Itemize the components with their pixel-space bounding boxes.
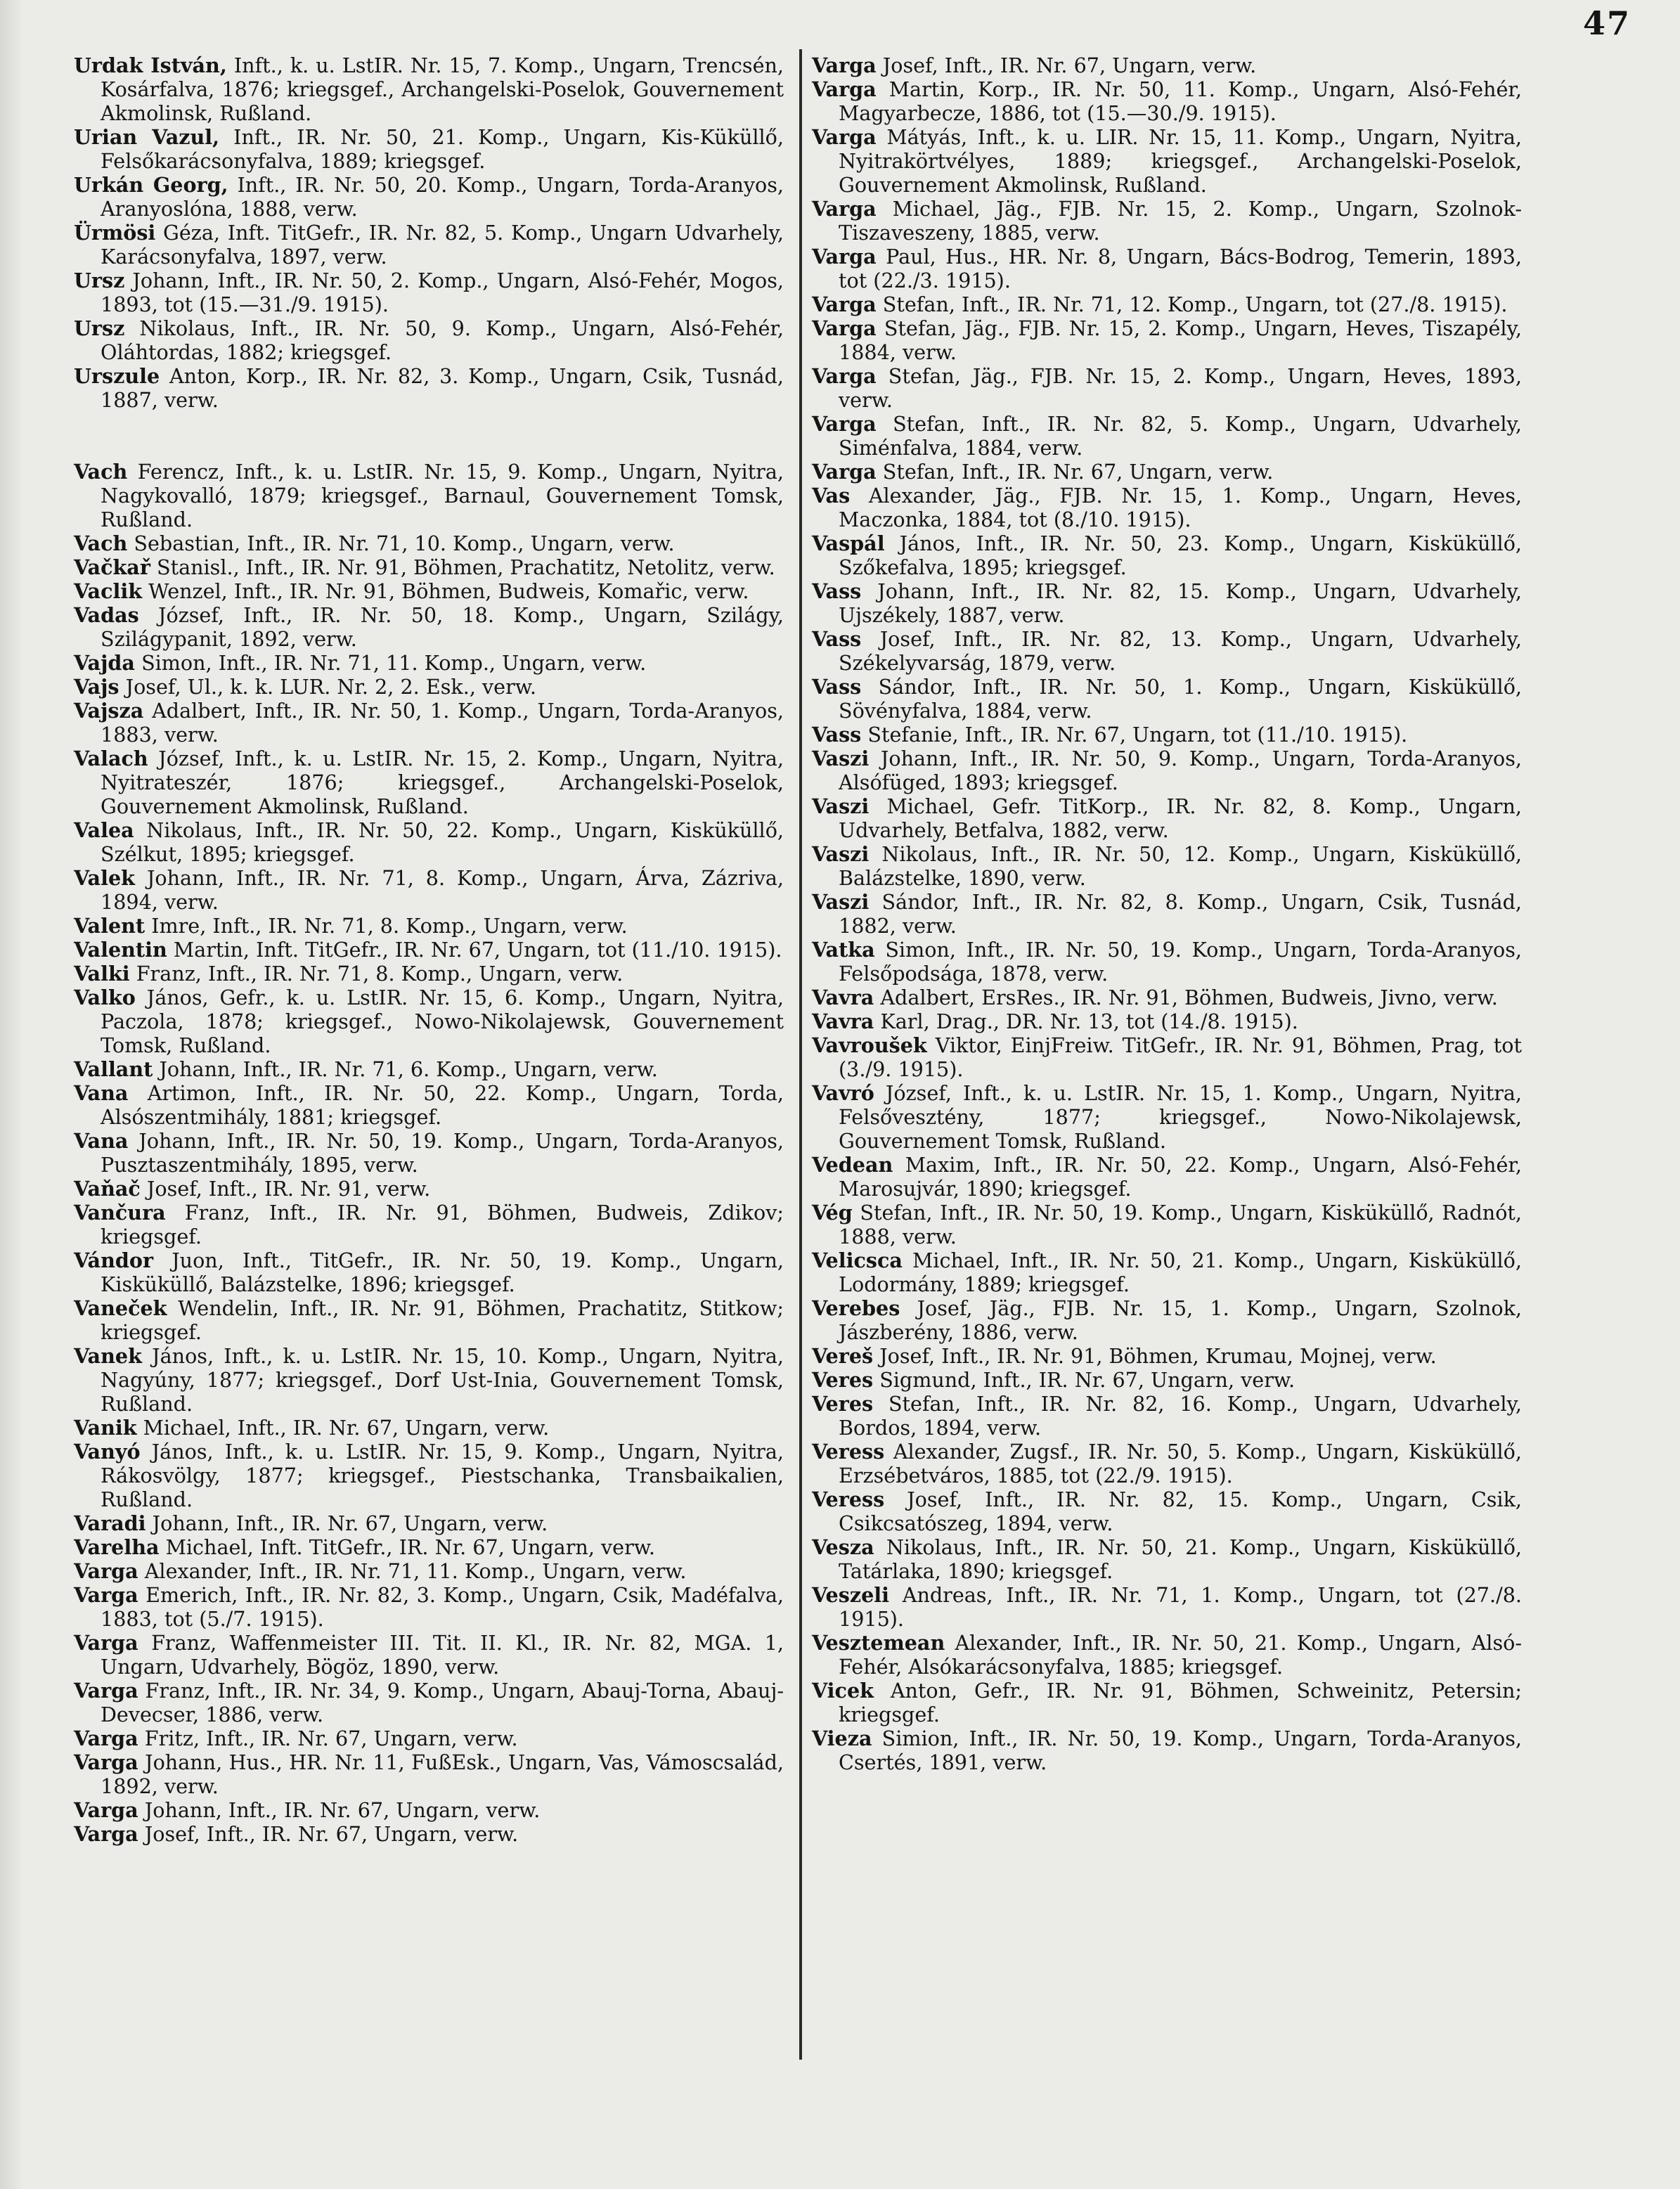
list-entry (74, 1679, 784, 1726)
entry-details: Nikolaus, Inft., IR. Nr. 50, 9. Komp., Ungarn, Alsó-Fehér, Oláhtordas, 1882; kriegsgef. (101, 316, 784, 364)
list-entry (74, 1583, 784, 1631)
list-entry (74, 1296, 784, 1344)
list-entry (74, 1129, 784, 1177)
entry-details: Stanisl., Inft., IR. Nr. 91, Böhmen, Prachatitz, Netolitz, verw. (157, 555, 775, 579)
entry-surname: Vass (812, 579, 862, 603)
entry-details: Johann, Inft., IR. Nr. 71, 6. Komp., Ungarn, verw. (159, 1057, 658, 1081)
list-entry (812, 412, 1522, 460)
entry-details: János, Gefr., k. u. LstIR. Nr. 15, 6. Komp., Ungarn, Nyitra, Paczola, 1878; kriegsgef., Nowo-Nikolajewsk, Gouvernement Tomsk, Rußland. (101, 986, 784, 1057)
entry-surname: Vanik (74, 1416, 137, 1440)
entry-surname: Velicsca (812, 1248, 903, 1272)
entry-details: Martin, Korp., IR. Nr. 50, 11. Komp., Ungarn, Alsó-Fehér, Magyarbecze, 1886, tot (15.—30./9. 1915). (839, 77, 1522, 125)
entry-surname: Vaszi (812, 794, 870, 818)
list-entry (74, 1511, 784, 1535)
entry-details: Johann, Inft., IR. Nr. 67, Ungarn, verw. (152, 1511, 548, 1535)
section-gap (74, 412, 784, 460)
scan-edge-shadow (0, 0, 24, 2189)
list-entry (812, 245, 1522, 292)
entry-details: Stefan, Inft., IR. Nr. 71, 12. Komp., Ungarn, tot (27./8. 1915). (882, 292, 1508, 316)
entry-surname: Vavró (812, 1081, 874, 1105)
list-entry (812, 1583, 1522, 1631)
entry-surname: Vajda (74, 651, 135, 675)
entry-details: Michael, Gefr. TitKorp., IR. Nr. 82, 8. Komp., Ungarn, Udvarhely, Betfalva, 1882, verw. (839, 794, 1522, 842)
column-divider (799, 49, 802, 2060)
entry-details: Josef, Inft., IR. Nr. 67, Ungarn, verw. (144, 1822, 519, 1846)
entry-surname: Varga (74, 1631, 138, 1655)
list-entry (74, 1081, 784, 1129)
entry-surname: Varga (74, 1726, 138, 1750)
entry-details: Josef, Inft., IR. Nr. 91, Böhmen, Krumau, Mojnej, verw. (879, 1344, 1437, 1368)
entry-details: Viktor, EinjFreiw. TitGefr., IR. Nr. 91, Böhmen, Prag, tot (3./9. 1915). (839, 1033, 1522, 1081)
list-entry (74, 1822, 784, 1846)
entry-details: Johann, Inft., IR. Nr. 67, Ungarn, verw. (144, 1798, 541, 1822)
entry-surname: Varga (812, 245, 877, 269)
entry-surname: Ursz (74, 269, 125, 292)
entry-surname: Vajs (74, 675, 119, 699)
entry-surname: Vedean (812, 1153, 893, 1177)
list-entry (812, 627, 1522, 675)
entry-details: Franz, Inft., IR. Nr. 34, 9. Komp., Ungarn, Abauj-Torna, Abauj-Devecser, 1886, verw. (101, 1679, 784, 1726)
entry-details: Johann, Inft., IR. Nr. 50, 19. Komp., Ungarn, Torda-Aranyos, Pusztaszentmihály, 1895, verw. (101, 1129, 784, 1177)
entry-surname: Valent (74, 914, 146, 938)
list-entry (812, 77, 1522, 125)
entry-details: Josef, Ul., k. k. LUR. Nr. 2, 2. Esk., verw. (125, 675, 536, 699)
entry-details: Alexander, Inft., IR. Nr. 50, 21. Komp., Ungarn, Alsó-Fehér, Alsókarácsonyfalva, 1885; kriegsgef. (839, 1631, 1522, 1679)
entry-details: Josef, Inft., IR. Nr. 67, Ungarn, verw. (882, 53, 1257, 77)
entry-details: Adalbert, Inft., IR. Nr. 50, 1. Komp., Ungarn, Torda-Aranyos, 1883, verw. (101, 699, 784, 747)
entry-surname: Vaclik (74, 579, 143, 603)
list-entry (74, 938, 784, 962)
list-entry (812, 842, 1522, 890)
entry-details: Franz, Inft., IR. Nr. 71, 8. Komp., Ungarn, verw. (136, 962, 623, 986)
list-entry (812, 1201, 1522, 1248)
entry-details: Sigmund, Inft., IR. Nr. 67, Ungarn, verw. (879, 1368, 1295, 1392)
list-entry (74, 818, 784, 866)
entry-surname: Vaspál (812, 531, 885, 555)
entry-surname: Varga (812, 412, 877, 436)
entry-details: János, Inft., k. u. LstIR. Nr. 15, 9. Komp., Ungarn, Nyitra, Rákosvölgy, 1877; kriegsgef., Piestschanka, Transbaikalien, Rußland. (101, 1440, 784, 1511)
entry-details: Stefan, Inft., IR. Nr. 82, 16. Komp., Ungarn, Udvarhely, Bordos, 1894, verw. (839, 1392, 1522, 1440)
list-entry (812, 1440, 1522, 1487)
entry-details: Stefanie, Inft., IR. Nr. 67, Ungarn, tot (11./10. 1915). (867, 723, 1408, 747)
list-entry (74, 651, 784, 675)
list-entry (74, 1750, 784, 1798)
list-entry (74, 675, 784, 699)
list-entry (74, 1416, 784, 1440)
list-entry (812, 125, 1522, 197)
entry-details: Franz, Waffenmeister III. Tit. II. Kl., IR. Nr. 82, MGA. 1, Ungarn, Udvarhely, Bögöz, 1890, verw. (101, 1631, 784, 1679)
entry-details: Michael, Inft., IR. Nr. 67, Ungarn, verw. (143, 1416, 550, 1440)
entry-surname: Veszeli (812, 1583, 890, 1607)
list-entry (812, 1296, 1522, 1344)
entry-surname: Vass (812, 627, 862, 651)
entry-surname: Vaneček (74, 1296, 167, 1320)
entry-surname: Vándor (74, 1248, 154, 1272)
list-entry (812, 364, 1522, 412)
entry-details: Sebastian, Inft., IR. Nr. 71, 10. Komp., Ungarn, verw. (134, 531, 675, 555)
entry-surname: Vavra (812, 1009, 874, 1033)
list-entry (74, 962, 784, 986)
entry-surname: Varga (812, 316, 877, 340)
list-entry (74, 1440, 784, 1511)
list-entry (74, 1344, 784, 1416)
list-entry (812, 1535, 1522, 1583)
entry-surname: Valentin (74, 938, 167, 962)
entry-details: Imre, Inft., IR. Nr. 71, 8. Komp., Ungarn, verw. (151, 914, 628, 938)
entry-surname: Vatka (812, 938, 875, 962)
entry-surname: Varelha (74, 1535, 160, 1559)
entry-surname: Veres (812, 1392, 874, 1416)
entry-surname: Vach (74, 460, 128, 484)
entry-details: Josef, Inft., IR. Nr. 91, verw. (146, 1177, 431, 1201)
list-entry (812, 890, 1522, 938)
list-entry (74, 125, 784, 173)
entry-surname: Vas (812, 484, 851, 508)
entry-surname: Varga (74, 1583, 138, 1607)
entry-surname: Valek (74, 866, 135, 890)
entry-surname: Vach (74, 531, 128, 555)
right-column (812, 53, 1522, 1774)
entry-details: Nikolaus, Inft., IR. Nr. 50, 21. Komp., Ungarn, Kisküküllő, Tatárlaka, 1890; kriegsgef. (839, 1535, 1523, 1583)
entry-surname: Urszule (74, 364, 160, 388)
entry-details: Adalbert, ErsRes., IR. Nr. 91, Böhmen, Budweis, Jivno, verw. (880, 986, 1498, 1009)
entry-surname: Valki (74, 962, 130, 986)
list-entry (74, 699, 784, 747)
entry-surname: Vaszi (812, 890, 870, 914)
entry-details: Alexander, Jäg., FJB. Nr. 15, 1. Komp., Ungarn, Heves, Maczonka, 1884, tot (8./10. 1915). (839, 484, 1522, 531)
entry-surname: Vaňač (74, 1177, 141, 1201)
entry-details: Simon, Inft., IR. Nr. 71, 11. Komp., Ungarn, verw. (141, 651, 647, 675)
entry-details: Inft., k. u. LstIR. Nr. 15, 7. Komp., Ungarn, Trencsén, Kosárfalva, 1876; kriegsgef., Archangelski-Poselok, Gouvernement Akmolinsk, Rußland. (101, 53, 784, 125)
page-number: 47 (1582, 4, 1631, 42)
entry-surname: Vesza (812, 1535, 874, 1559)
entry-details: Martin, Inft. TitGefr., IR. Nr. 67, Ungarn, tot (11./10. 1915). (173, 938, 782, 962)
list-entry (74, 603, 784, 651)
entry-surname: Varga (812, 364, 877, 388)
entry-surname: Vavroušek (812, 1033, 927, 1057)
list-entry (812, 1081, 1522, 1153)
list-entry (812, 197, 1522, 245)
entry-details: Fritz, Inft., IR. Nr. 67, Ungarn, verw. (144, 1726, 518, 1750)
entry-surname: Vicek (812, 1679, 874, 1703)
list-entry (812, 484, 1522, 531)
entry-surname: Veress (812, 1487, 885, 1511)
list-entry (74, 364, 784, 412)
list-entry (812, 1344, 1522, 1368)
entry-details: Mátyás, Inft., k. u. LIR. Nr. 15, 11. Komp., Ungarn, Nyitra, Nyitrakörtvélyes, 1889; kriegsgef., Archangelski-Poselok, Gouvernement Akmolinsk, Rußland. (839, 125, 1522, 197)
list-entry (812, 292, 1522, 316)
list-entry (812, 1679, 1522, 1726)
entry-details: Inft., IR. Nr. 50, 21. Komp., Ungarn, Kis-Küküllő, Felsőkarácsonyfalva, 1889; kriegsgef. (101, 125, 784, 173)
list-entry (74, 1057, 784, 1081)
entry-details: Simon, Inft., IR. Nr. 50, 19. Komp., Ungarn, Torda-Aranyos, Felsőpodsága, 1878, verw. (839, 938, 1523, 986)
entry-surname: Vieza (812, 1726, 872, 1750)
entry-details: Sándor, Inft., IR. Nr. 50, 1. Komp., Ungarn, Kisküküllő, Sövényfalva, 1884, verw. (839, 675, 1523, 723)
entry-surname: Varga (74, 1822, 138, 1846)
entry-details: József, Inft., k. u. LstIR. Nr. 15, 1. Komp., Ungarn, Nyitra, Felsővesztény, 1877; kriegsgef., Nowo-Nikolajewsk, Gouvernement Tomsk, Rußland. (839, 1081, 1523, 1153)
entry-details: János, Inft., k. u. LstIR. Nr. 15, 10. Komp., Ungarn, Nyitra, Nagyúny, 1877; kriegsgef., Dorf Ust-Inia, Gouvernement Tomsk, Rußland. (101, 1344, 784, 1416)
list-entry (812, 723, 1522, 747)
list-entry (812, 1487, 1522, 1535)
entry-surname: Varga (74, 1798, 138, 1822)
entry-surname: Vass (812, 675, 862, 699)
entry-details: Alexander, Zugsf., IR. Nr. 50, 5. Komp., Ungarn, Kisküküllő, Erzsébetváros, 1885, tot (22./9. 1915). (839, 1440, 1522, 1487)
entry-details: János, Inft., IR. Nr. 50, 23. Komp., Ungarn, Kisküküllő, Szőkefalva, 1895; kriegsgef. (839, 531, 1522, 579)
list-entry (812, 1033, 1522, 1081)
entry-surname: Valea (74, 818, 134, 842)
entry-details: Johann, Inft., IR. Nr. 50, 9. Komp., Ungarn, Torda-Aranyos, Alsófüged, 1893; kriegsgef. (839, 747, 1522, 794)
entry-details: Stefan, Inft., IR. Nr. 82, 5. Komp., Ungarn, Udvarhely, Siménfalva, 1884, verw. (839, 412, 1522, 460)
entry-details: József, Inft., IR. Nr. 50, 18. Komp., Ungarn, Szilágy, Szilágypanit, 1892, verw. (101, 603, 784, 651)
list-entry (74, 1535, 784, 1559)
entry-surname: Vanyó (74, 1440, 141, 1464)
list-entry (74, 555, 784, 579)
list-entry (74, 1798, 784, 1822)
list-entry (74, 1726, 784, 1750)
entry-details: Simion, Inft., IR. Nr. 50, 19. Komp., Ungarn, Torda-Aranyos, Csertés, 1891, verw. (839, 1726, 1522, 1774)
list-entry (812, 1248, 1522, 1296)
list-entry (74, 531, 784, 555)
list-entry (74, 1201, 784, 1248)
entry-surname: Varga (812, 77, 877, 101)
entry-details: Johann, Inft., IR. Nr. 82, 15. Komp., Ungarn, Udvarhely, Ujszékely, 1887, verw. (839, 579, 1522, 627)
entry-details: Johann, Hus., HR. Nr. 11, FußEsk., Ungarn, Vas, Vámoscsalád, 1892, verw. (101, 1750, 784, 1798)
entry-details: Juon, Inft., TitGefr., IR. Nr. 50, 19. Komp., Ungarn, Kisküküllő, Balázstelke, 1896; kriegsgef. (101, 1248, 784, 1296)
list-entry (812, 460, 1522, 484)
entry-details: Nikolaus, Inft., IR. Nr. 50, 22. Komp., Ungarn, Kisküküllő, Szélkut, 1895; kriegsgef. (101, 818, 784, 866)
entry-details: Stefan, Jäg., FJB. Nr. 15, 2. Komp., Ungarn, Heves, 1893, verw. (839, 364, 1522, 412)
list-entry (812, 747, 1522, 794)
entry-surname: Urkán Georg, (74, 173, 228, 197)
entry-surname: Vég (812, 1201, 853, 1225)
list-entry (74, 173, 784, 221)
entry-surname: Vana (74, 1081, 129, 1105)
list-entry (74, 221, 784, 269)
entry-details: Anton, Gefr., IR. Nr. 91, Böhmen, Schweinitz, Petersin; kriegsgef. (839, 1679, 1523, 1726)
list-entry (812, 316, 1522, 364)
list-entry (812, 675, 1522, 723)
entry-details: Nikolaus, Inft., IR. Nr. 50, 12. Komp., Ungarn, Kisküküllő, Balázstelke, 1890, verw. (839, 842, 1523, 890)
entry-details: Andreas, Inft., IR. Nr. 71, 1. Komp., Ungarn, tot (27./8. 1915). (839, 1583, 1522, 1631)
list-entry (812, 1368, 1522, 1392)
list-entry (74, 579, 784, 603)
entry-surname: Varga (812, 53, 877, 77)
entry-surname: Urdak István, (74, 53, 227, 77)
entry-surname: Vallant (74, 1057, 153, 1081)
entry-surname: Ürmösi (74, 221, 156, 245)
entry-surname: Valach (74, 747, 148, 770)
entry-surname: Varga (74, 1559, 138, 1583)
entry-surname: Varga (812, 197, 877, 221)
entry-details: Emerich, Inft., IR. Nr. 82, 3. Komp., Ungarn, Csik, Madéfalva, 1883, tot (5./7. 1915). (101, 1583, 784, 1631)
entry-surname: Valko (74, 986, 136, 1009)
entry-details: Ferencz, Inft., k. u. LstIR. Nr. 15, 9. Komp., Ungarn, Nyitra, Nagykovalló, 1879; kriegsgef., Barnaul, Gouvernement Tomsk, Rußland. (101, 460, 784, 531)
entry-surname: Varga (74, 1679, 138, 1703)
list-entry (74, 1248, 784, 1296)
entry-details: Josef, Jäg., FJB. Nr. 15, 1. Komp., Ungarn, Szolnok, Jászberény, 1886, verw. (839, 1296, 1522, 1344)
entry-details: Johann, Inft., IR. Nr. 71, 8. Komp., Ungarn, Árva, Zázriva, 1894, verw. (101, 866, 784, 914)
entry-details: Inft., IR. Nr. 50, 20. Komp., Ungarn, Torda-Aranyos, Aranyoslóna, 1888, verw. (101, 173, 784, 221)
entry-surname: Vereš (812, 1344, 874, 1368)
entry-details: Josef, Inft., IR. Nr. 82, 13. Komp., Ungarn, Udvarhely, Székelyvarság, 1879, verw. (839, 627, 1522, 675)
entry-details: Alexander, Inft., IR. Nr. 71, 11. Komp., Ungarn, verw. (144, 1559, 687, 1583)
list-entry (812, 938, 1522, 986)
entry-surname: Vaszi (812, 747, 870, 770)
list-entry (812, 531, 1522, 579)
entry-details: Wenzel, Inft., IR. Nr. 91, Böhmen, Budweis, Komařic, verw. (148, 579, 749, 603)
entry-surname: Varga (812, 460, 877, 484)
list-entry (74, 866, 784, 914)
entry-details: Johann, Inft., IR. Nr. 50, 2. Komp., Ungarn, Alsó-Fehér, Mogos, 1893, tot (15.—31./9. 1915). (101, 269, 784, 316)
list-entry (74, 914, 784, 938)
entry-surname: Vana (74, 1129, 129, 1153)
entry-surname: Ursz (74, 316, 125, 340)
list-entry (74, 1631, 784, 1679)
entry-details: Josef, Inft., IR. Nr. 82, 15. Komp., Ungarn, Csik, Csikcsatószeg, 1894, verw. (839, 1487, 1522, 1535)
list-entry (74, 1177, 784, 1201)
entry-surname: Vass (812, 723, 862, 747)
entry-details: Michael, Jäg., FJB. Nr. 15, 2. Komp., Ungarn, Szolnok-Tiszaveszeny, 1885, verw. (839, 197, 1522, 245)
list-entry (812, 1009, 1522, 1033)
list-entry (74, 1559, 784, 1583)
entry-surname: Vajsza (74, 699, 144, 723)
list-entry (812, 986, 1522, 1009)
entry-details: Géza, Inft. TitGefr., IR. Nr. 82, 5. Komp., Ungarn Udvarhely, Karácsonyfalva, 1897, verw. (101, 221, 784, 269)
entry-surname: Varga (74, 1750, 138, 1774)
list-entry (812, 794, 1522, 842)
list-entry (74, 269, 784, 316)
entry-surname: Veress (812, 1440, 885, 1464)
entry-surname: Varadi (74, 1511, 146, 1535)
entry-details: Wendelin, Inft., IR. Nr. 91, Böhmen, Prachatitz, Stitkow; kriegsgef. (101, 1296, 784, 1344)
entry-surname: Urian Vazul, (74, 125, 220, 149)
entry-details: Anton, Korp., IR. Nr. 82, 3. Komp., Ungarn, Csik, Tusnád, 1887, verw. (101, 364, 784, 412)
entry-details: Paul, Hus., HR. Nr. 8, Ungarn, Bács-Bodrog, Temerin, 1893, tot (22./3. 1915). (839, 245, 1522, 292)
entry-details: Stefan, Jäg., FJB. Nr. 15, 2. Komp., Ungarn, Heves, Tiszapély, 1884, verw. (839, 316, 1523, 364)
entry-surname: Vadas (74, 603, 139, 627)
entry-details: Maxim, Inft., IR. Nr. 50, 22. Komp., Ungarn, Alsó-Fehér, Marosujvár, 1890; kriegsgef. (839, 1153, 1522, 1201)
entry-surname: Vanek (74, 1344, 142, 1368)
left-column (74, 53, 784, 1846)
entry-details: Stefan, Inft., IR. Nr. 50, 19. Komp., Ungarn, Kisküküllő, Radnót, 1888, verw. (839, 1201, 1522, 1248)
list-entry (74, 747, 784, 818)
entry-surname: Vesztemean (812, 1631, 945, 1655)
list-entry (74, 986, 784, 1057)
entry-details: Stefan, Inft., IR. Nr. 67, Ungarn, verw. (882, 460, 1274, 484)
list-entry (812, 1392, 1522, 1440)
entry-details: Michael, Inft., IR. Nr. 50, 21. Komp., Ungarn, Kisküküllő, Lodormány, 1889; kriegsgef. (839, 1248, 1522, 1296)
entry-surname: Vačkař (74, 555, 150, 579)
list-entry (812, 1631, 1522, 1679)
list-entry (812, 1726, 1522, 1774)
list-entry (812, 53, 1522, 77)
entry-surname: Varga (812, 292, 877, 316)
entry-details: Karl, Drag., DR. Nr. 13, tot (14./8. 1915). (880, 1009, 1298, 1033)
entry-details: Artimon, Inft., IR. Nr. 50, 22. Komp., Ungarn, Torda, Alsószentmihály, 1881; kriegsgef. (101, 1081, 784, 1129)
list-entry (812, 579, 1522, 627)
entry-details: Franz, Inft., IR. Nr. 91, Böhmen, Budweis, Zdikov; kriegsgef. (101, 1201, 784, 1248)
list-entry (74, 316, 784, 364)
entry-surname: Verebes (812, 1296, 900, 1320)
entry-surname: Vančura (74, 1201, 166, 1225)
entry-details: Sándor, Inft., IR. Nr. 82, 8. Komp., Ungarn, Csik, Tusnád, 1882, verw. (839, 890, 1522, 938)
list-entry (74, 53, 784, 125)
entry-surname: Vaszi (812, 842, 870, 866)
list-entry (74, 460, 784, 531)
entry-details: József, Inft., k. u. LstIR. Nr. 15, 2. Komp., Ungarn, Nyitra, Nyitrateszér, 1876; kriegsgef., Archangelski-Poselok, Gouvernement Akmolinsk, Rußland. (101, 747, 784, 818)
entry-details: Michael, Inft. TitGefr., IR. Nr. 67, Ungarn, verw. (165, 1535, 655, 1559)
list-entry (812, 1153, 1522, 1201)
entry-surname: Varga (812, 125, 877, 149)
entry-surname: Veres (812, 1368, 874, 1392)
entry-surname: Vavra (812, 986, 874, 1009)
